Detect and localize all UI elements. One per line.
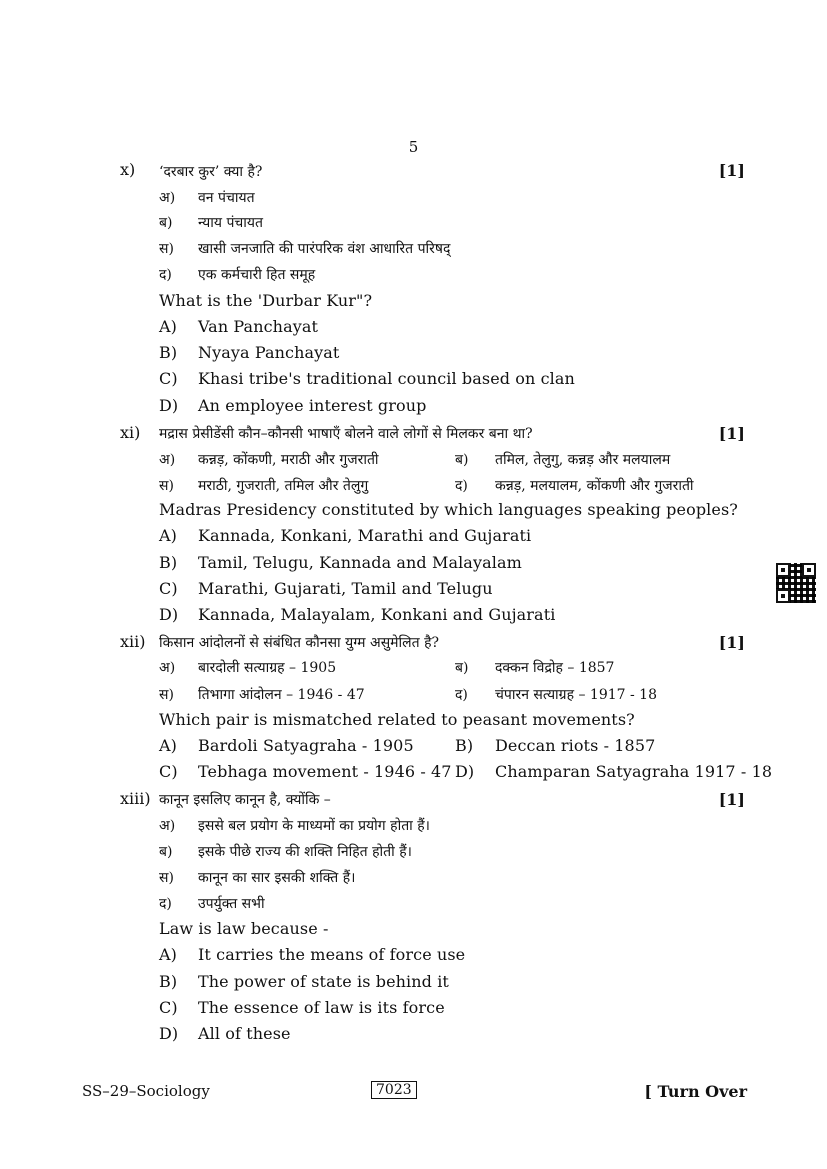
option-label: ब) bbox=[159, 215, 173, 231]
option-text: वन पंचायत bbox=[198, 190, 255, 206]
option-label: B) bbox=[159, 553, 178, 572]
option-text: न्याय पंचायत bbox=[198, 215, 264, 231]
option-label: B) bbox=[159, 972, 178, 991]
option-text: तमिल, तेलुगु, कन्नड़ और मलयालम bbox=[495, 452, 671, 468]
option-text: All of these bbox=[198, 1024, 291, 1043]
option-text: Marathi, Gujarati, Tamil and Telugu bbox=[198, 579, 493, 598]
option-label: द) bbox=[159, 267, 172, 283]
question-text-hindi: कानून इसलिए कानून है, क्योंकि – bbox=[159, 792, 331, 808]
option-text: बारदोली सत्याग्रह – 1905 bbox=[198, 660, 337, 676]
page-number: 5 bbox=[408, 138, 419, 156]
option-text: Tebhaga movement - 1946 - 47 bbox=[198, 762, 452, 781]
option-label: ब) bbox=[159, 844, 173, 860]
option-text: It carries the means of force use bbox=[198, 945, 466, 964]
option-text: उपर्युक्त सभी bbox=[198, 896, 265, 912]
option-label: A) bbox=[159, 736, 177, 755]
turn-over-label: [ Turn Over bbox=[644, 1082, 747, 1101]
option-label: ब) bbox=[455, 452, 469, 468]
question-text-english: Law is law because - bbox=[159, 919, 329, 938]
option-label: A) bbox=[159, 317, 177, 336]
question-marks: [1] bbox=[718, 790, 745, 809]
question-number: xii) bbox=[120, 632, 146, 651]
option-text: Deccan riots - 1857 bbox=[495, 736, 656, 755]
option-text: Kannada, Malayalam, Konkani and Gujarati bbox=[198, 605, 556, 624]
option-label: ब) bbox=[455, 660, 469, 676]
option-label: A) bbox=[159, 945, 177, 964]
option-label: B) bbox=[159, 343, 178, 362]
option-text: An employee interest group bbox=[198, 396, 427, 415]
option-text: इससे बल प्रयोग के माध्यमों का प्रयोग होता हैं। bbox=[198, 818, 430, 834]
option-text: तिभागा आंदोलन – 1946 - 47 bbox=[198, 687, 365, 703]
option-text: एक कर्मचारी हित समूह bbox=[198, 267, 316, 283]
option-text: Khasi tribe's traditional council based on clan bbox=[198, 369, 575, 388]
question-text-hindi: किसान आंदोलनों से संबंधित कौनसा युग्म असुमेलित है? bbox=[159, 635, 440, 651]
qr-code bbox=[776, 563, 816, 603]
option-text: कानून का सार इसकी शक्ति हैं। bbox=[198, 870, 356, 886]
option-label: अ) bbox=[159, 818, 176, 834]
option-text: Van Panchayat bbox=[198, 317, 319, 336]
option-text: Tamil, Telugu, Kannada and Malayalam bbox=[198, 553, 522, 572]
option-label: D) bbox=[455, 762, 475, 781]
question-text-english: What is the 'Durbar Kur"? bbox=[159, 291, 373, 310]
option-label: स) bbox=[159, 241, 174, 257]
paper-code: 7023 bbox=[371, 1081, 417, 1099]
option-text: इसके पीछे राज्य की शक्ति निहित होती हैं। bbox=[198, 844, 412, 860]
option-text: The essence of law is its force bbox=[198, 998, 445, 1017]
question-number: xiii) bbox=[120, 789, 151, 808]
question-marks: [1] bbox=[718, 424, 745, 443]
option-text: कन्नड़, कोंकणी, मराठी और गुजराती bbox=[198, 452, 379, 468]
option-text: Champaran Satyagraha 1917 - 18 bbox=[495, 762, 773, 781]
option-label: C) bbox=[159, 998, 178, 1017]
option-label: A) bbox=[159, 526, 177, 545]
option-label: द) bbox=[455, 478, 468, 494]
option-label: C) bbox=[159, 762, 178, 781]
option-text: मराठी, गुजराती, तमिल और तेलुगु bbox=[198, 478, 369, 494]
question-text-english: Which pair is mismatched related to peasant movements? bbox=[159, 710, 635, 729]
option-text: खासी जनजाति की पारंपरिक वंश आधारित परिषद् bbox=[198, 241, 451, 257]
option-label: स) bbox=[159, 870, 174, 886]
option-text: Bardoli Satyagraha - 1905 bbox=[198, 736, 414, 755]
question-text-english: Madras Presidency constituted by which languages speaking peoples? bbox=[159, 500, 738, 519]
option-text: Nyaya Panchayat bbox=[198, 343, 340, 362]
question-number: xi) bbox=[120, 423, 141, 442]
option-label: द) bbox=[455, 687, 468, 703]
question-text-hindi: मद्रास प्रेसीडेंसी कौन–कौनसी भाषाएँ बोलने वाले लोगों से मिलकर बना था? bbox=[159, 426, 533, 442]
option-text: कन्नड़, मलयालम, कोंकणी और गुजराती bbox=[495, 478, 694, 494]
question-text-hindi: ‘दरबार कुर’ क्या है? bbox=[159, 164, 263, 180]
option-text: Kannada, Konkani, Marathi and Gujarati bbox=[198, 526, 532, 545]
option-label: C) bbox=[159, 579, 178, 598]
option-text: चंपारन सत्याग्रह – 1917 - 18 bbox=[495, 687, 657, 703]
option-label: अ) bbox=[159, 452, 176, 468]
footer-subject: SS–29–Sociology bbox=[82, 1082, 210, 1100]
option-label: D) bbox=[159, 396, 179, 415]
question-number: x) bbox=[120, 160, 136, 179]
option-label: स) bbox=[159, 687, 174, 703]
option-label: B) bbox=[455, 736, 474, 755]
option-label: अ) bbox=[159, 660, 176, 676]
option-label: द) bbox=[159, 896, 172, 912]
option-text: The power of state is behind it bbox=[198, 972, 449, 991]
option-label: C) bbox=[159, 369, 178, 388]
option-text: दक्कन विद्रोह – 1857 bbox=[495, 660, 615, 676]
question-marks: [1] bbox=[718, 633, 745, 652]
option-label: स) bbox=[159, 478, 174, 494]
question-marks: [1] bbox=[718, 161, 745, 180]
option-label: D) bbox=[159, 1024, 179, 1043]
option-label: D) bbox=[159, 605, 179, 624]
option-label: अ) bbox=[159, 190, 176, 206]
